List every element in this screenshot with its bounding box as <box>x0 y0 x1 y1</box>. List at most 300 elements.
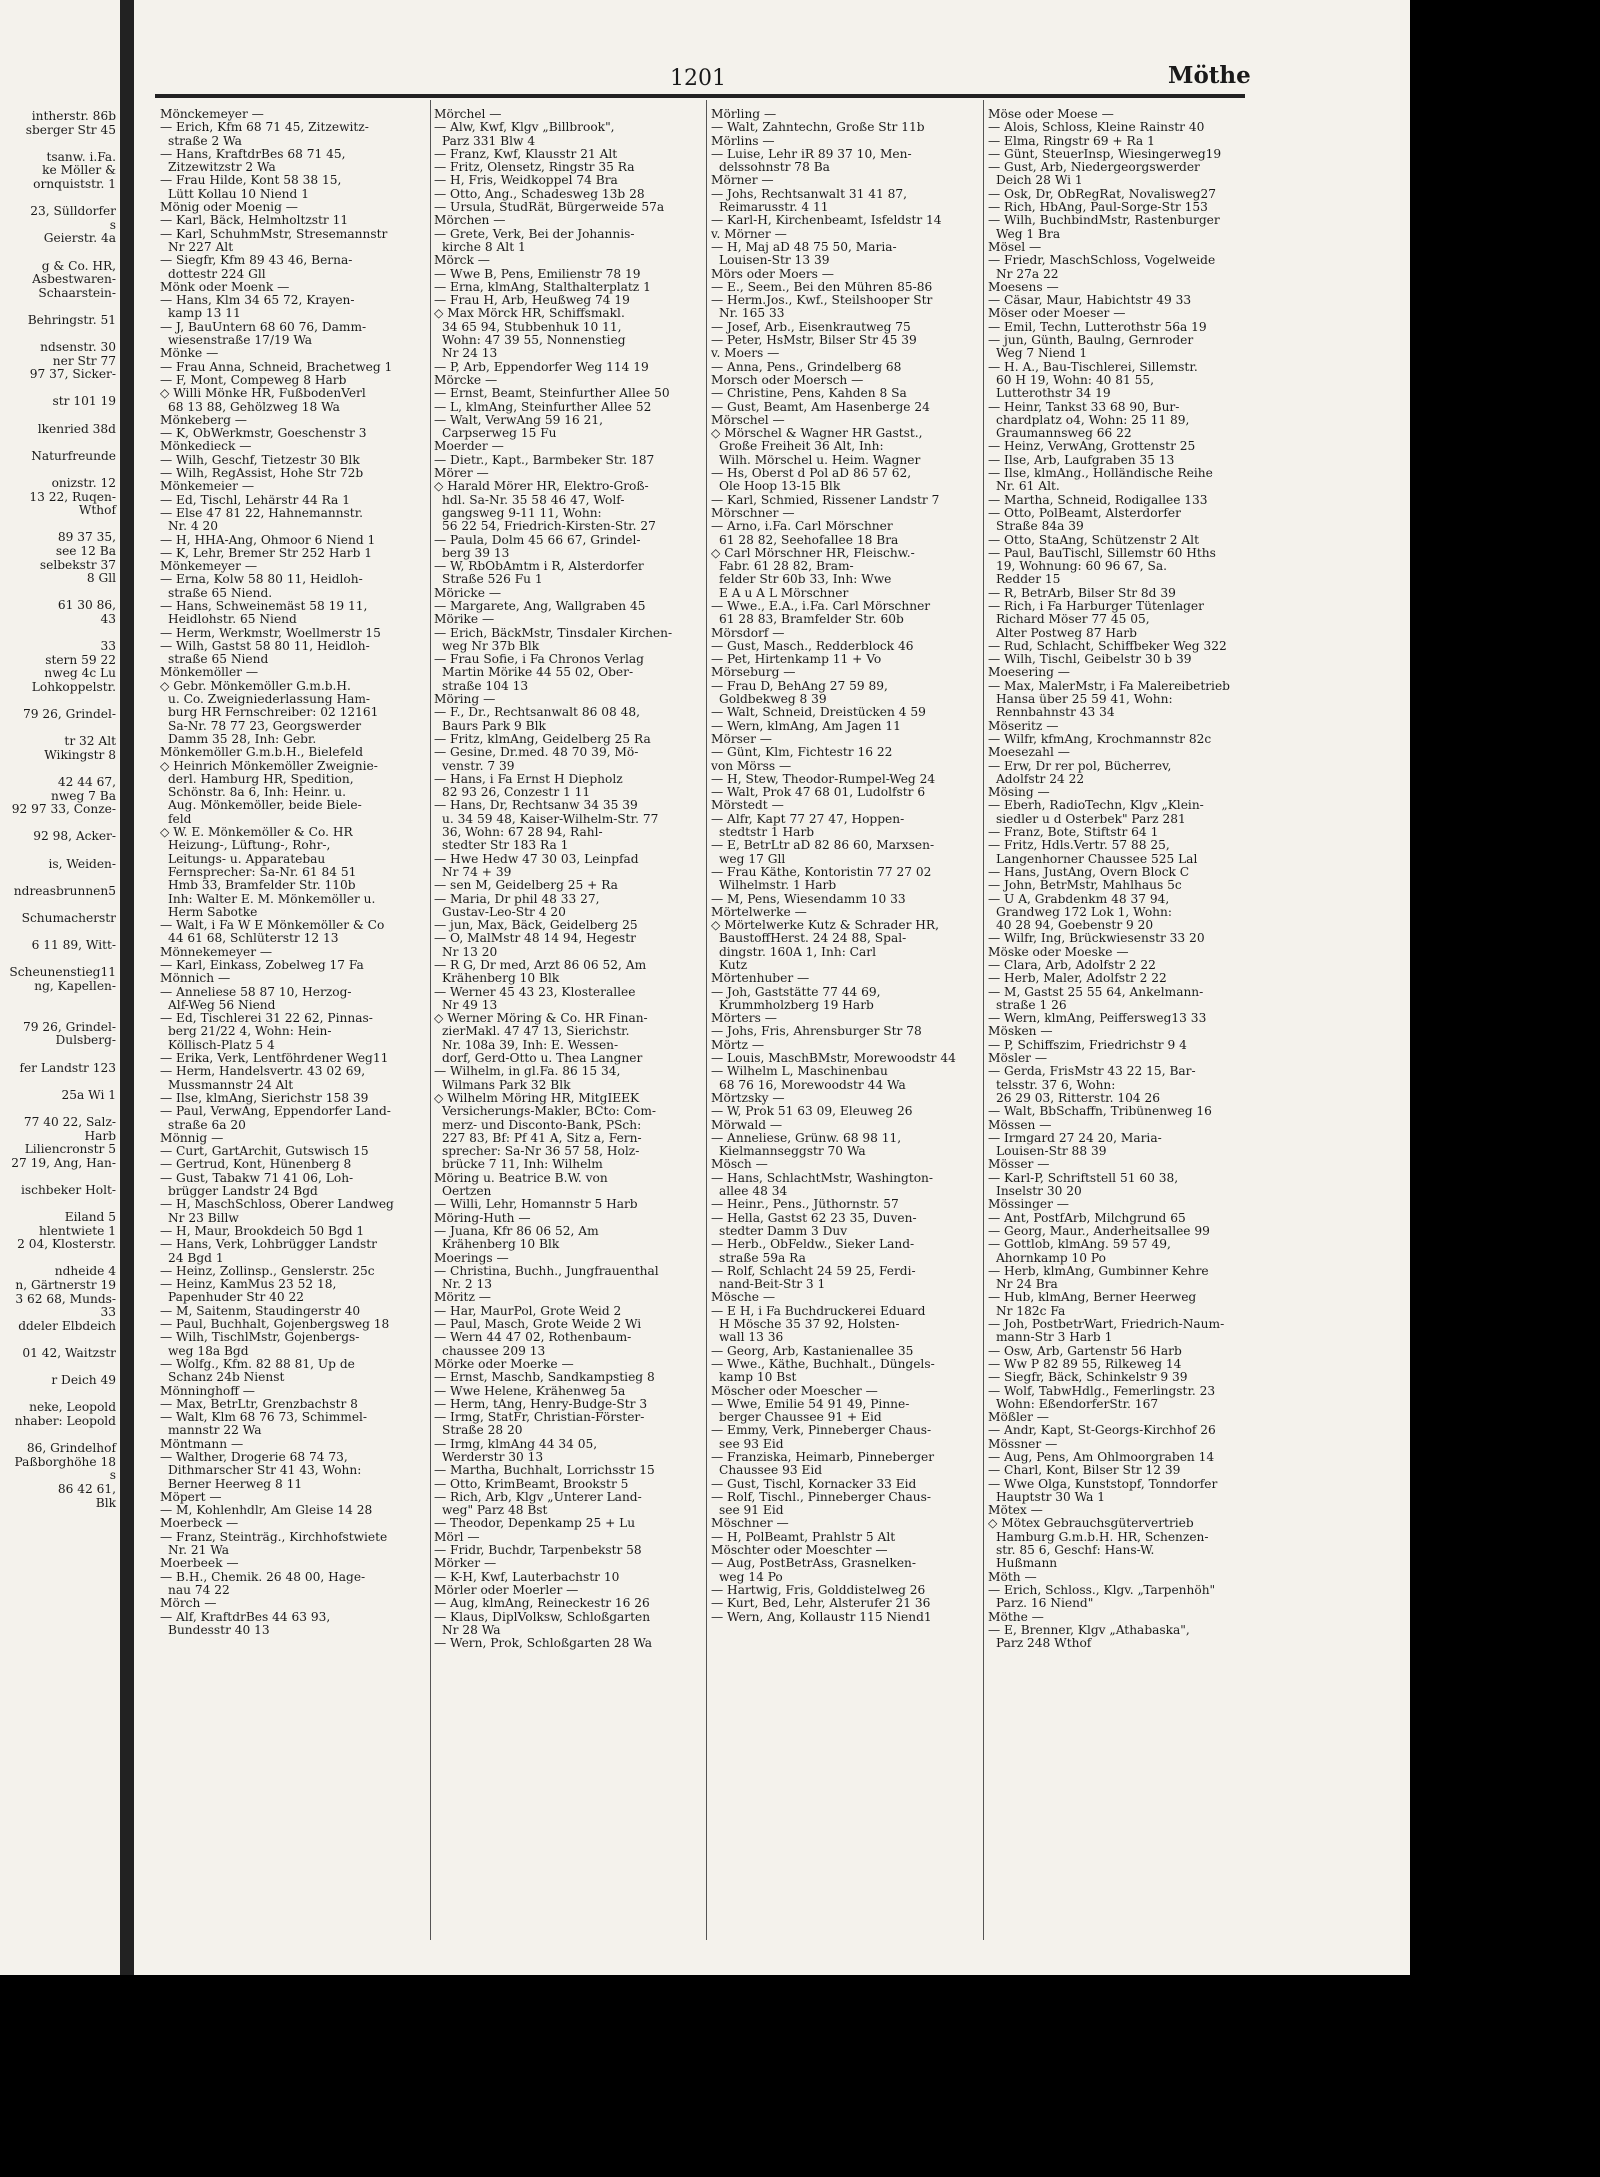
directory-line: — E., Seem., Bei den Mühren 85-86 <box>711 280 933 294</box>
directory-line: — Franziska, Heimarb, Pinneberger <box>711 1450 935 1464</box>
directory-line: Schönstr. 8a 6, Inh: Heinr. u. <box>168 786 347 800</box>
directory-line: — M, Gastst 25 55 64, Ankelmann- <box>988 985 1204 999</box>
left-fragment-line <box>0 844 120 858</box>
directory-line: — H, PolBeamt, Prahlstr 5 Alt <box>711 1530 896 1544</box>
directory-line: siedler u d Osterbek" Parz 281 <box>996 812 1186 826</box>
left-fragment-line <box>0 763 120 777</box>
directory-line: — Karl, SchuhmMstr, Stresemannstr <box>160 227 388 241</box>
directory-line: — Elma, Ringstr 69 + Ra 1 <box>988 134 1155 148</box>
directory-line: — Martha, Schneid, Rodigallee 133 <box>988 493 1208 507</box>
directory-line: Möricke — <box>434 586 502 600</box>
directory-line: — H, Maur, Brookdeich 50 Bgd 1 <box>160 1224 365 1238</box>
directory-line: chardplatz o4, Wohn: 25 11 89, <box>996 413 1190 427</box>
directory-line: — K, ObWerkmstr, Goeschenstr 3 <box>160 427 367 441</box>
directory-line: — Anneliese, Grünw. 68 98 11, <box>711 1131 902 1145</box>
directory-line: — Paul, Masch, Grote Weide 2 Wi <box>434 1318 642 1332</box>
directory-line: — Kurt, Bed, Lehr, Alsterufer 21 36 <box>711 1597 931 1611</box>
directory-line: Mönig oder Moenig — <box>160 201 298 215</box>
directory-line: weg" Parz 48 Bst <box>442 1504 548 1518</box>
directory-line: — Wilh, BuchbindMstr, Rastenburger <box>988 214 1220 228</box>
column-4 <box>988 108 1256 1968</box>
directory-line: straße 59a Ra <box>719 1251 806 1265</box>
left-fragment-line: 42 44 67, <box>57 775 116 790</box>
directory-line: Aug. Mönkemöller, beide Biele- <box>168 799 362 813</box>
directory-line: chaussee 209 13 <box>442 1344 546 1358</box>
directory-line: brügger Landstr 24 Bgd <box>168 1185 318 1199</box>
directory-line: Mösche — <box>711 1291 776 1305</box>
directory-line: 26 29 03, Ritterstr. 104 26 <box>996 1091 1160 1105</box>
directory-line: — John, BetrMstr, Mahlhaus 5c <box>988 879 1182 893</box>
directory-line: Mönkeberg — <box>160 413 247 427</box>
directory-line: Rennbahnstr 43 34 <box>996 706 1115 720</box>
directory-line: Mönke — <box>160 347 219 361</box>
directory-line: — Werner 45 43 23, Klosterallee <box>434 985 636 999</box>
directory-line: Mönckemeyer — <box>160 108 264 121</box>
column-3 <box>711 108 979 1968</box>
directory-line: Versicherungs-Makler, BCto: Com- <box>442 1105 656 1119</box>
directory-line: burg HR Fernschreiber: 02 12161 <box>168 706 379 720</box>
directory-line: — Wilfr, kfmAng, Krochmannstr 82c <box>988 732 1212 746</box>
directory-line: — Grete, Verk, Bei der Johannis- <box>434 227 635 241</box>
directory-line: — Fritz, Hdls.Vertr. 57 88 25, <box>988 839 1170 853</box>
directory-line: Wilhelmstr. 1 Harb <box>719 879 837 893</box>
directory-line: straße 1 26 <box>996 998 1067 1012</box>
left-fragment-line <box>0 627 120 641</box>
directory-line: Mößler — <box>988 1411 1049 1425</box>
header-rule <box>155 94 1245 98</box>
directory-line: Fernsprecher: Sa-Nr. 61 84 51 <box>168 865 357 879</box>
directory-line: Parz 248 Wthof <box>996 1637 1092 1651</box>
directory-line: — Wwe Helene, Krähenweg 5a <box>434 1384 626 1398</box>
directory-line: wiesenstraße 17/19 Wa <box>168 334 313 348</box>
directory-line: Mötex — <box>988 1504 1043 1518</box>
directory-line: mann-Str 3 Harb 1 <box>996 1331 1113 1345</box>
directory-line: Carpserweg 15 Fu <box>442 427 557 441</box>
directory-line: ◇ Werner Möring & Co. HR Finan- <box>434 1012 648 1026</box>
left-fragment-line <box>0 586 120 600</box>
directory-line: 68 76 16, Morewoodstr 44 Wa <box>719 1078 906 1092</box>
directory-line: Ole Hoop 13-15 Blk <box>719 480 841 494</box>
directory-line: — H, HHA-Ang, Ohmoor 6 Niend 1 <box>160 533 376 547</box>
directory-line: Mösler — <box>988 1052 1048 1066</box>
directory-line: Mösser — <box>988 1158 1050 1172</box>
directory-line: — Juana, Kfr 86 06 52, Am <box>434 1224 599 1238</box>
directory-line: — Erich, Schloss., Klgv. „Tarpenhöh" <box>988 1583 1216 1597</box>
directory-line: Lütt Kollau 10 Niend 1 <box>168 187 309 201</box>
directory-line: berg 21/22 4, Wohn: Hein- <box>168 1025 332 1039</box>
directory-line: — Klaus, DiplVolksw, Schloßgarten <box>434 1610 651 1624</box>
directory-line: Redder 15 <box>996 573 1061 587</box>
directory-line: Bundesstr 40 13 <box>168 1623 270 1637</box>
directory-line: Möring — <box>434 693 496 707</box>
directory-line: Mörchel — <box>434 108 502 121</box>
directory-line: Nr. 165 33 <box>719 307 785 321</box>
directory-line: — Karl, Bäck, Helmholtzstr 11 <box>160 214 349 228</box>
directory-line: — Alw, Kwf, Klgv „Billbrook", <box>434 121 615 135</box>
directory-line: — Karl-P, Schriftstell 51 60 38, <box>988 1171 1179 1185</box>
left-fragment-line: Schaarstein- <box>38 285 116 300</box>
directory-line: — Dietr., Kapt., Barmbeker Str. 187 <box>434 453 655 467</box>
directory-line: — F., Dr., Rechtsanwalt 86 08 48, <box>434 706 640 720</box>
directory-line: Möse oder Moese — <box>988 108 1114 121</box>
directory-line: Nr 13 20 <box>442 945 498 959</box>
directory-line: Straße 28 20 <box>442 1424 523 1438</box>
directory-line: — H, Fris, Weidkoppel 74 Bra <box>434 174 618 188</box>
directory-line: Hauptstr 30 Wa 1 <box>996 1490 1106 1504</box>
directory-line: — H. A., Bau-Tischlerei, Sillemstr. <box>988 360 1198 374</box>
left-fragment-line: 33 <box>100 1305 116 1320</box>
left-fragment-line: ornquiststr. 1 <box>33 176 116 191</box>
directory-line: Nr 27a 22 <box>996 267 1059 281</box>
left-fragment-line: sberger Str 45 <box>25 122 116 137</box>
left-fragment-line: Geierstr. 4a <box>43 231 116 246</box>
directory-line: ◇ Mörschel & Wagner HR Gastst., <box>711 427 923 441</box>
directory-line: — Willi, Lehr, Homannstr 5 Harb <box>434 1198 638 1212</box>
left-fragment-line <box>0 898 120 912</box>
directory-line: — Emil, Techn, Lutterothstr 56a 19 <box>988 320 1207 334</box>
directory-line: 68 13 88, Gehölzweg 18 Wa <box>168 400 340 414</box>
directory-line: Mörtz — <box>711 1038 765 1052</box>
directory-line: kirche 8 Alt 1 <box>442 240 526 254</box>
directory-line: Oertzen <box>442 1185 492 1199</box>
directory-line: — Karl-H, Kirchenbeamt, Isfeldstr 14 <box>711 214 942 228</box>
directory-line: Mörseburg — <box>711 666 796 680</box>
directory-line: allee 48 34 <box>719 1185 788 1199</box>
directory-line: 61 28 82, Seehofallee 18 Bra <box>719 533 899 547</box>
directory-line: Grandweg 172 Lok 1, Wohn: <box>996 905 1172 919</box>
left-fragment-line: Liliencronstr 5 <box>24 1142 116 1157</box>
directory-line: 24 Bgd 1 <box>168 1251 224 1265</box>
directory-line: Mörl — <box>434 1530 480 1544</box>
left-fragment-line <box>0 463 120 477</box>
directory-line: — Gesine, Dr.med. 48 70 39, Mö- <box>434 746 639 760</box>
directory-line: — Frau D, BehAng 27 59 89, <box>711 679 888 693</box>
left-fragment-line: ner Str 77 <box>52 353 116 368</box>
directory-line: Hmb 33, Bramfelder Str. 110b <box>168 879 356 893</box>
directory-line: — Otto, StaAng, Schützenstr 2 Alt <box>988 533 1199 547</box>
left-fragment-line: tsanw. i.Fa. <box>46 149 116 164</box>
left-fragment-line <box>0 192 120 206</box>
directory-line: Mörck — <box>434 254 490 268</box>
directory-line: Mössinger — <box>988 1198 1069 1212</box>
left-fragment-line: ke Möller & <box>42 163 116 178</box>
directory-line: Moerbeck — <box>160 1517 239 1531</box>
directory-line: straße 6a 20 <box>168 1118 246 1132</box>
directory-line: Nr. 4 20 <box>168 520 219 534</box>
directory-line: — Georg, Maur., Anderheitsallee 99 <box>988 1224 1210 1238</box>
directory-line: merz- und Disconto-Bank, PSch: <box>442 1118 642 1132</box>
directory-line: Kutz <box>719 959 748 972</box>
left-fragment-line: Wthof <box>78 503 116 518</box>
directory-line: — Heinz, Zollinsp., Genslerstr. 25c <box>160 1264 375 1278</box>
directory-line: — Rud, Schlacht, Schiffbeker Weg 322 <box>988 639 1227 653</box>
directory-line: Mörker — <box>434 1557 497 1571</box>
left-fragment-line <box>0 1388 120 1402</box>
directory-line: Inh: Walter E. M. Mönkemöller u. <box>168 892 376 906</box>
directory-line: — Heinr., Pens., Jüthornstr. 57 <box>711 1198 899 1212</box>
left-fragment-line: 2 04, Klosterstr. <box>17 1237 116 1252</box>
directory-line: Moesering — <box>988 666 1070 680</box>
directory-line: Weg 7 Niend 1 <box>996 347 1088 361</box>
left-fragment-line: Naturfreunde <box>31 448 116 463</box>
directory-line: Mörch — <box>160 1597 217 1611</box>
directory-line: Große Freiheit 36 Alt, Inh: <box>719 440 884 454</box>
directory-line: — Aug, Pens, Am Ohlmoorgraben 14 <box>988 1450 1215 1464</box>
directory-line: see 93 Eid <box>719 1437 784 1451</box>
directory-line: Mörlins — <box>711 134 775 148</box>
directory-line: — Herm, Handelsvertr. 43 02 69, <box>160 1065 366 1079</box>
directory-line: — J, BauUntern 68 60 76, Damm- <box>160 320 367 334</box>
directory-line: Louisen-Str 13 39 <box>719 254 830 268</box>
left-fragment-line <box>0 1361 120 1375</box>
directory-line: — E H, i Fa Buchdruckerei Eduard <box>711 1304 926 1318</box>
directory-line: — Pet, Hirtenkamp 11 + Vo <box>711 653 882 667</box>
directory-line: Nr 28 Wa <box>442 1623 501 1637</box>
directory-line: Nr 49 13 <box>442 998 498 1012</box>
directory-line: Weg 1 Bra <box>996 227 1061 241</box>
directory-line: Mörner — <box>711 174 774 188</box>
column-2 <box>434 108 702 1968</box>
directory-line: Adolfstr 24 22 <box>996 772 1085 786</box>
directory-line: Alf-Weg 56 Niend <box>168 998 276 1012</box>
directory-line: venstr. 7 39 <box>442 759 515 773</box>
directory-line: Mönninghoff — <box>160 1384 255 1398</box>
directory-line: ◇ Willi Mönke HR, FußbodenVerl <box>160 387 366 401</box>
directory-line: ◇ Mörtelwerke Kutz & Schrader HR, <box>711 919 939 933</box>
directory-line: — Luise, Lehr iR 89 37 10, Men- <box>711 147 912 161</box>
directory-line: — Christine, Pens, Kahden 8 Sa <box>711 387 907 401</box>
directory-line: Mönnig — <box>160 1131 224 1145</box>
directory-line: — H, Stew, Theodor-Rumpel-Weg 24 <box>711 772 936 786</box>
directory-line: — Max, BetrLtr, Grenzbachstr 8 <box>160 1397 358 1411</box>
directory-line: Mörike — <box>434 613 495 627</box>
directory-line: Richard Möser 77 45 05, <box>996 613 1150 627</box>
directory-line: — Hub, klmAng, Berner Heerweg <box>988 1291 1197 1305</box>
directory-line: — Rich, Arb, Klgv „Unterer Land- <box>434 1490 642 1504</box>
directory-line: derl. Hamburg HR, Spedition, <box>168 772 354 786</box>
directory-line: — Wern 44 47 02, Rothenbaum- <box>434 1331 632 1345</box>
directory-line: 34 65 94, Stubbenhuk 10 11, <box>442 320 622 334</box>
directory-line: Heizung-, Lüftung-, Rohr-, <box>168 839 331 853</box>
directory-line: Möscher oder Moescher — <box>711 1384 878 1398</box>
directory-line: Mörser — <box>711 732 772 746</box>
directory-line: — Walt, Klm 68 76 73, Schimmel- <box>160 1411 368 1425</box>
directory-line: Hansa über 25 59 41, Wohn: <box>996 693 1173 707</box>
directory-line: — Osw, Arb, Gartenstr 56 Harb <box>988 1344 1182 1358</box>
directory-line: — Erika, Verk, Lentföhrdener Weg11 <box>160 1052 389 1066</box>
left-fragment-line <box>0 1048 120 1062</box>
left-fragment-line <box>0 1007 120 1021</box>
left-fragment-line: 33 <box>100 639 116 654</box>
directory-line: Nr 74 + 39 <box>442 865 512 879</box>
directory-line: nau 74 22 <box>168 1583 230 1597</box>
directory-line: — Georg, Arb, Kastanienallee 35 <box>711 1344 914 1358</box>
left-fragment-line <box>0 1252 120 1266</box>
directory-line: — Cäsar, Maur, Habichtstr 49 33 <box>988 294 1192 308</box>
directory-line: — Irmg, StatFr, Christian-Förster- <box>434 1411 645 1425</box>
directory-line: 82 93 26, Conzestr 1 11 <box>442 786 591 800</box>
directory-line: — Wolfg., Kfm. 82 88 81, Up de <box>160 1357 355 1371</box>
directory-line: — Hans, Dr, Rechtsanw 34 35 39 <box>434 799 638 813</box>
directory-line: ◇ W. E. Mönkemöller & Co. HR <box>160 826 353 840</box>
directory-line: — Ed, Tischlerei 31 22 62, Pinnas- <box>160 1012 373 1026</box>
left-fragment-line: 92 98, Acker- <box>33 829 116 844</box>
directory-line: Inselstr 30 20 <box>996 1185 1082 1199</box>
left-fragment-line: ndreasbrunnen5 <box>13 883 116 898</box>
directory-line: — Wilh, TischlMstr, Gojenbergs- <box>160 1331 360 1345</box>
left-fragment-line: n, Gärtnerstr 19 <box>15 1278 116 1293</box>
directory-line: Wohn: EßendorferStr. 167 <box>996 1397 1159 1411</box>
left-fragment-line: ndsenstr. 30 <box>40 340 116 355</box>
directory-line: Moesens — <box>988 280 1059 294</box>
directory-line: 40 28 94, Goebenstr 9 20 <box>996 919 1154 933</box>
directory-line: dottestr 224 Gll <box>168 267 266 281</box>
directory-line: — B.H., Chemik. 26 48 00, Hage- <box>160 1570 366 1584</box>
directory-line: Parz 331 Blw 4 <box>442 134 536 148</box>
directory-line: Werderstr 30 13 <box>442 1450 544 1464</box>
left-fragment-line: ng, Kapellen- <box>34 979 116 993</box>
directory-line: — Otto, PolBeamt, Alsterdorfer <box>988 506 1181 520</box>
directory-line: — H, MaschSchloss, Oberer Landweg <box>160 1198 394 1212</box>
directory-line: Schanz 24b Nienst <box>168 1371 285 1385</box>
directory-line: Möthe — <box>988 1610 1044 1624</box>
directory-line: — Osk, Dr, ObRegRat, Novalisweg27 <box>988 187 1216 201</box>
column-separator <box>706 100 707 1940</box>
directory-line: — Gust, Tabakw 71 41 06, Loh- <box>160 1171 354 1185</box>
directory-line: — Emmy, Verk, Pinneberger Chaus- <box>711 1424 932 1438</box>
directory-line: felder Str 60b 33, Inh: Wwe <box>719 573 892 587</box>
directory-line: Krähenberg 10 Blk <box>442 972 560 986</box>
left-fragment-line: stern 59 22 <box>45 652 116 667</box>
directory-line: — Joh, PostbetrWart, Friedrich-Naum- <box>988 1318 1225 1332</box>
directory-line: Moerder — <box>434 440 504 454</box>
directory-line: — Günt, Klm, Fichtestr 16 22 <box>711 746 893 760</box>
left-fragment-line: 97 37, Sicker- <box>29 367 116 382</box>
directory-line: hdl. Sa-Nr. 35 58 46 47, Wolf- <box>442 493 625 507</box>
directory-line: 61 28 83, Bramfelder Str. 60b <box>719 613 904 627</box>
directory-line: — Hella, Gastst 62 23 35, Duven- <box>711 1211 917 1225</box>
left-fragment-line: Eiland 5 <box>64 1210 116 1225</box>
directory-line: — W, RbObAmtm i R, Alsterdorfer <box>434 560 644 574</box>
directory-line: — Wwe., E.A., i.Fa. Carl Mörschner <box>711 599 931 613</box>
directory-line: — Maria, Dr phil 48 33 27, <box>434 892 600 906</box>
directory-line: Mörschner — <box>711 506 795 520</box>
directory-line: — Joh, Gaststätte 77 44 69, <box>711 985 881 999</box>
column-separator <box>983 100 984 1940</box>
left-fragment-line <box>0 1075 120 1089</box>
directory-line: — Heinr, Tankst 33 68 90, Bur- <box>988 400 1180 414</box>
directory-line: stedter Damm 3 Duv <box>719 1224 848 1238</box>
left-fragment-line: 77 40 22, Salz- <box>23 1114 116 1129</box>
directory-line: — Ilse, klmAng, Sierichstr 158 39 <box>160 1091 369 1105</box>
directory-line: — Paul, Buchhalt, Gojenbergsweg 18 <box>160 1318 390 1332</box>
directory-line: Mösel — <box>988 240 1042 254</box>
directory-line: — Wilh, RegAssist, Hohe Str 72b <box>160 467 364 481</box>
directory-line: Chaussee 93 Eid <box>719 1464 823 1478</box>
directory-line: — Wilhelm, in gl.Fa. 86 15 34, <box>434 1065 621 1079</box>
directory-line: Louisen-Str 88 39 <box>996 1145 1107 1159</box>
directory-line: Mössen — <box>988 1118 1052 1132</box>
directory-line: Nr. 108a 39, Inh: E. Wessen- <box>442 1038 619 1052</box>
directory-line: Nr 227 Alt <box>168 240 234 254</box>
directory-line: Mönk oder Moenk — <box>160 280 290 294</box>
directory-line: — Karl, Einkass, Zobelweg 17 Fa <box>160 959 364 972</box>
directory-line: Herm Sabotke <box>168 905 258 919</box>
directory-line: Möring u. Beatrice B.W. von <box>434 1171 608 1185</box>
directory-line: Leitungs- u. Apparatebau <box>168 852 326 866</box>
directory-line: Mönkemeyer — <box>160 560 258 574</box>
directory-line: ◇ Wilhelm Möring HR, MitgIEEK <box>434 1091 640 1105</box>
directory-line: — Ernst, Maschb, Sandkampstieg 8 <box>434 1371 655 1385</box>
directory-line: Heidlohstr. 65 Niend <box>168 613 297 627</box>
directory-line: — F, Mont, Compeweg 8 Harb <box>160 373 347 387</box>
directory-line: — Wilh, Gastst 58 80 11, Heidloh- <box>160 639 370 653</box>
directory-line: — Andr, Kapt, St-Georgs-Kirchhof 26 <box>988 1424 1216 1438</box>
directory-line: — Erna, klmAng, Stalthalterplatz 1 <box>434 280 651 294</box>
running-head: Möthe <box>1168 62 1251 89</box>
left-fragment-line: s <box>109 217 116 232</box>
left-fragment-line: 86 42 61, <box>57 1481 116 1496</box>
left-fragment-line <box>0 817 120 831</box>
directory-line: Nr 23 Billw <box>168 1211 239 1225</box>
directory-line: Mösing — <box>988 786 1050 800</box>
directory-line: — Louis, MaschBMstr, Morewoodstr 44 <box>711 1052 956 1066</box>
directory-line: — Fritz, Olensetz, Ringstr 35 Ra <box>434 161 635 175</box>
directory-line: — Herb, klmAng, Gumbinner Kehre <box>988 1264 1209 1278</box>
left-fragment-line <box>0 137 120 151</box>
directory-line: weg 14 Po <box>719 1570 783 1584</box>
directory-line: Mönkemeier — <box>160 480 255 494</box>
directory-line: Möschter oder Moeschter — <box>711 1544 888 1558</box>
left-fragment-line: 27 19, Ang, Han- <box>11 1155 116 1170</box>
directory-line: — Martha, Buchhalt, Lorrichsstr 15 <box>434 1464 655 1478</box>
left-fragment-line: selbekstr 37 <box>39 557 116 572</box>
directory-line: — Hans, KraftdrBes 68 71 45, <box>160 147 346 161</box>
left-fragment-line: nhaber: Leopold <box>14 1414 116 1428</box>
directory-line: — Johs, Fris, Ahrensburger Str 78 <box>711 1025 922 1039</box>
directory-line: Mörtzsky — <box>711 1091 785 1105</box>
directory-line: Parz. 16 Niend" <box>996 1597 1094 1611</box>
directory-line: u. Co. Zweigniederlassung Ham- <box>168 693 371 707</box>
directory-line: — Arno, i.Fa. Carl Mörschner <box>711 520 893 534</box>
directory-line: Möser oder Moeser — <box>988 307 1126 321</box>
left-fragment-line: 79 26, Grindel- <box>23 707 116 722</box>
directory-line: Langenhorner Chaussee 525 Lal <box>996 852 1198 866</box>
directory-line: — Gottlob, klmAng. 59 57 49, <box>988 1238 1171 1252</box>
left-fragment-line <box>0 1429 120 1443</box>
directory-line: ◇ Harald Mörer HR, Elektro-Groß- <box>434 480 649 494</box>
directory-line: Goldbekweg 8 39 <box>719 693 827 707</box>
directory-line: weg 18a Bgd <box>168 1344 249 1358</box>
directory-line: — Erw, Dr rer pol, Bücherrev, <box>988 759 1172 773</box>
directory-line: — Herb., ObFeldw., Sieker Land- <box>711 1238 915 1252</box>
directory-line: — Ww P 82 89 55, Rilkeweg 14 <box>988 1357 1182 1371</box>
directory-line: Ahornkamp 10 Po <box>996 1251 1106 1265</box>
left-fragment-line: see 12 Ba <box>55 544 116 558</box>
directory-line: — Heinz, KamMus 23 52 18, <box>160 1278 337 1292</box>
directory-line: straße 65 Niend <box>168 653 269 667</box>
left-fragment-line: 6 11 89, Witt- <box>31 938 116 953</box>
directory-line: — R, BetrArb, Bilser Str 8d 39 <box>988 586 1176 600</box>
directory-line: — Franz, Kwf, Klausstr 21 Alt <box>434 147 618 161</box>
directory-line: — Peter, HsMstr, Bilser Str 45 39 <box>711 334 917 348</box>
left-fragment-line: tr 32 Alt <box>64 734 116 749</box>
directory-line: Straße 84a 39 <box>996 520 1084 534</box>
directory-line: ◇ Gebr. Mönkemöller G.m.b.H. <box>160 679 351 693</box>
left-fragment-line: ddeler Elbdeich <box>18 1318 116 1333</box>
directory-line: Hußmann <box>996 1557 1058 1571</box>
directory-line: — Wern, Ang, Kollaustr 115 Niend1 <box>711 1610 932 1624</box>
